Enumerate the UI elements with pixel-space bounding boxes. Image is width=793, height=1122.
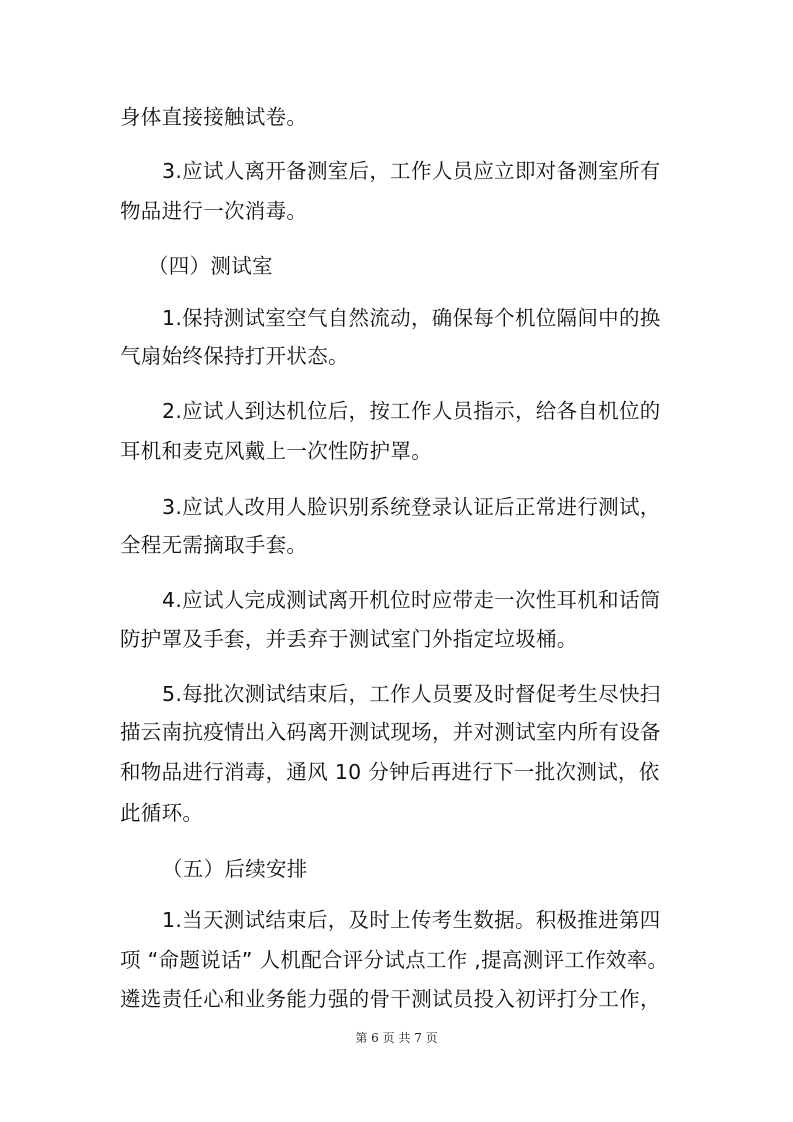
paragraph-line: 5.每批次测试结束后，工作人员要及时督促考生尽快扫 <box>162 682 661 706</box>
paragraph-line: 项 “命题说话” 人机配合评分试点工作 ,提高测评工作效率。 <box>120 948 669 972</box>
paragraph-line: 耳机和麦克风戴上一次性防护罩。 <box>120 439 432 463</box>
paragraph-line: 3.应试人离开备测室后，工作人员应立即对备测室所有 <box>162 159 661 183</box>
paragraph-line: 2.应试人到达机位后，按工作人员指示，给各自机位的 <box>162 399 661 423</box>
paragraph-line: 3.应试人改用人脸识别系统登录认证后正常进行测试， <box>162 495 661 519</box>
paragraph-line: 气扇始终保持打开状态。 <box>120 344 349 368</box>
paragraph-line: 遴选责任心和业务能力强的骨干测试员投入初评打分工作， <box>120 987 661 1011</box>
section-heading: （五）后续安排 <box>162 857 308 881</box>
paragraph-line: 1.当天测试结束后，及时上传考生数据。积极推进第四 <box>162 908 661 932</box>
paragraph-line: 全程无需摘取手套。 <box>120 533 308 557</box>
section-heading: （四）测试室 <box>148 254 273 278</box>
paragraph-line: 身体直接接触试卷。 <box>120 105 308 129</box>
paragraph-line: 和物品进行消毒，通风 10 分钟后再进行下一批次测试，依 <box>120 760 660 784</box>
paragraph-line: 描云南抗疫情出入码离开测试现场，并对测试室内所有设备 <box>120 720 661 744</box>
paragraph-line: 此循环。 <box>120 801 204 825</box>
paragraph-line: 4.应试人完成测试离开机位时应带走一次性耳机和话筒 <box>162 588 661 612</box>
paragraph-line: 1.保持测试室空气自然流动，确保每个机位隔间中的换 <box>162 306 661 330</box>
paragraph-line: 物品进行一次消毒。 <box>120 199 308 223</box>
page-number-footer: 第 6 页 共 7 页 <box>355 1031 438 1045</box>
paragraph-line: 防护罩及手套，并丢弃于测试室门外指定垃圾桶。 <box>120 627 578 651</box>
